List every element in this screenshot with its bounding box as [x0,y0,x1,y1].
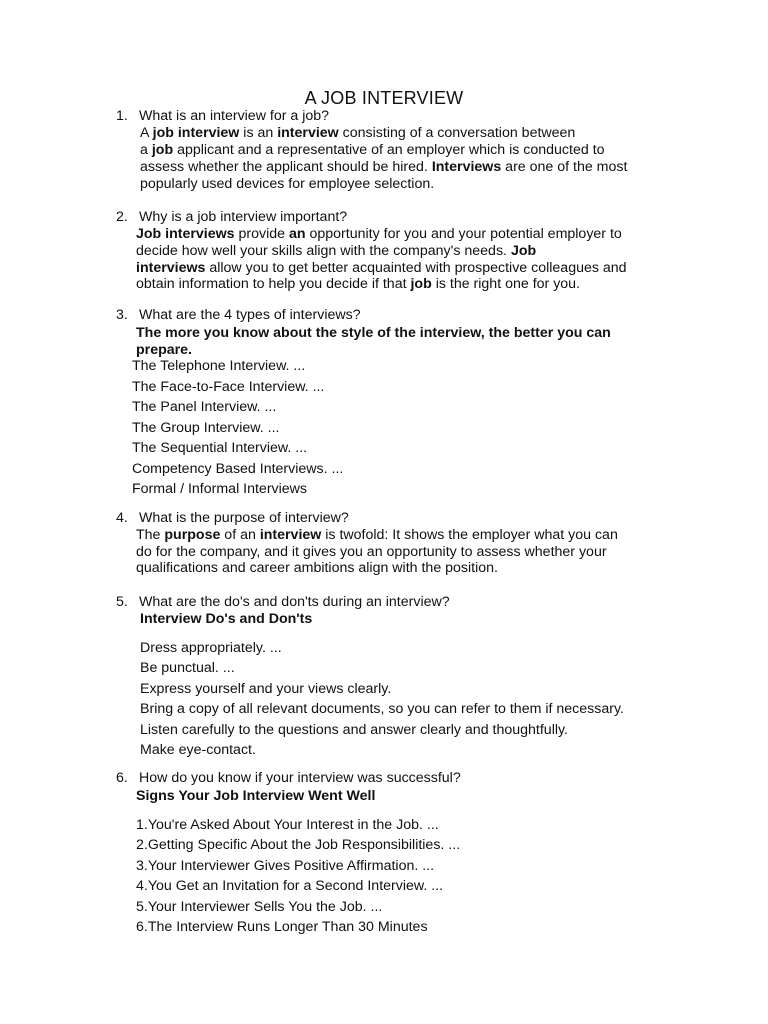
q1-answer-line-4: popularly used devices for employee selection. [140,176,435,192]
q6-heading: Signs Your Job Interview Went Well [136,788,376,804]
q3-question: What are the 4 types of interviews? [139,307,361,323]
q2-answer-line-1: Job interviews provide an opportunity for you and your potential employer to [136,226,622,242]
q6-list-item: 3.Your Interviewer Gives Positive Affirmation. ... [136,858,435,874]
q6-list-item: 5.Your Interviewer Sells You the Job. ... [136,899,383,915]
q6-list-item: 6.The Interview Runs Longer Than 30 Minutes [136,919,428,935]
q6-question: How do you know if your interview was successful? [139,770,461,786]
q5-list-item: Express yourself and your views clearly. [140,681,392,697]
q1-number: 1. [116,108,128,124]
q2-question: Why is a job interview important? [139,209,348,225]
q1-answer-line-2: a job applicant and a representative of an employer which is conducted to [140,142,605,158]
q4-answer-line-3: qualifications and career ambitions align with the position. [136,560,498,576]
q3-list-item: Formal / Informal Interviews [132,481,308,497]
q3-intro-line-2: prepare. [136,342,192,358]
q5-question: What are the do's and don'ts during an interview? [139,594,450,610]
q1-answer-line-1: A job interview is an interview consisting of a conversation between [140,125,576,141]
q4-answer-line-2: do for the company, and it gives you an opportunity to assess whether your [136,544,607,560]
q1-answer-line-3: assess whether the applicant should be hired. Interviews are one of the most [140,159,628,175]
q3-list-item: The Sequential Interview. ... [132,440,308,456]
q3-list-item: The Group Interview. ... [132,420,280,436]
q5-list-item: Listen carefully to the questions and answer clearly and thoughtfully. [140,722,568,738]
q2-number: 2. [116,209,128,225]
q5-list-item: Be punctual. ... [140,660,235,676]
q1-question: What is an interview for a job? [139,108,330,124]
q6-list-item: 1.You're Asked About Your Interest in the Job. ... [136,817,439,833]
q3-list-item: The Face-to-Face Interview. ... [132,379,325,395]
document-title: A JOB INTERVIEW [304,88,464,108]
q2-answer-line-2: decide how well your skills align with the company's needs. Job [136,243,537,259]
q3-list-item: Competency Based Interviews. ... [132,461,344,477]
q3-number: 3. [116,307,128,323]
q5-list-item: Bring a copy of all relevant documents, so you can refer to them if necessary. [140,701,624,717]
q5-list-item: Dress appropriately. ... [140,640,282,656]
q4-question: What is the purpose of interview? [139,510,349,526]
q6-list-item: 2.Getting Specific About the Job Responsibilities. ... [136,837,461,853]
q4-number: 4. [116,510,128,526]
q6-list-item: 4.You Get an Invitation for a Second Interview. ... [136,878,444,894]
q5-number: 5. [116,594,128,610]
q4-answer-line-1: The purpose of an interview is twofold: It shows the employer what you can [136,527,618,543]
q3-intro-line-1: The more you know about the style of the interview, the better you can [136,325,611,341]
q2-answer-line-4: obtain information to help you decide if that job is the right one for you. [136,276,581,292]
q2-answer-line-3: interviews allow you to get better acquainted with prospective colleagues and [136,260,627,276]
q3-list-item: The Telephone Interview. ... [132,358,306,374]
q3-list-item: The Panel Interview. ... [132,399,277,415]
q5-list-item: Make eye-contact. [140,742,256,758]
q6-number: 6. [116,770,128,786]
q5-heading: Interview Do's and Don'ts [140,611,313,627]
